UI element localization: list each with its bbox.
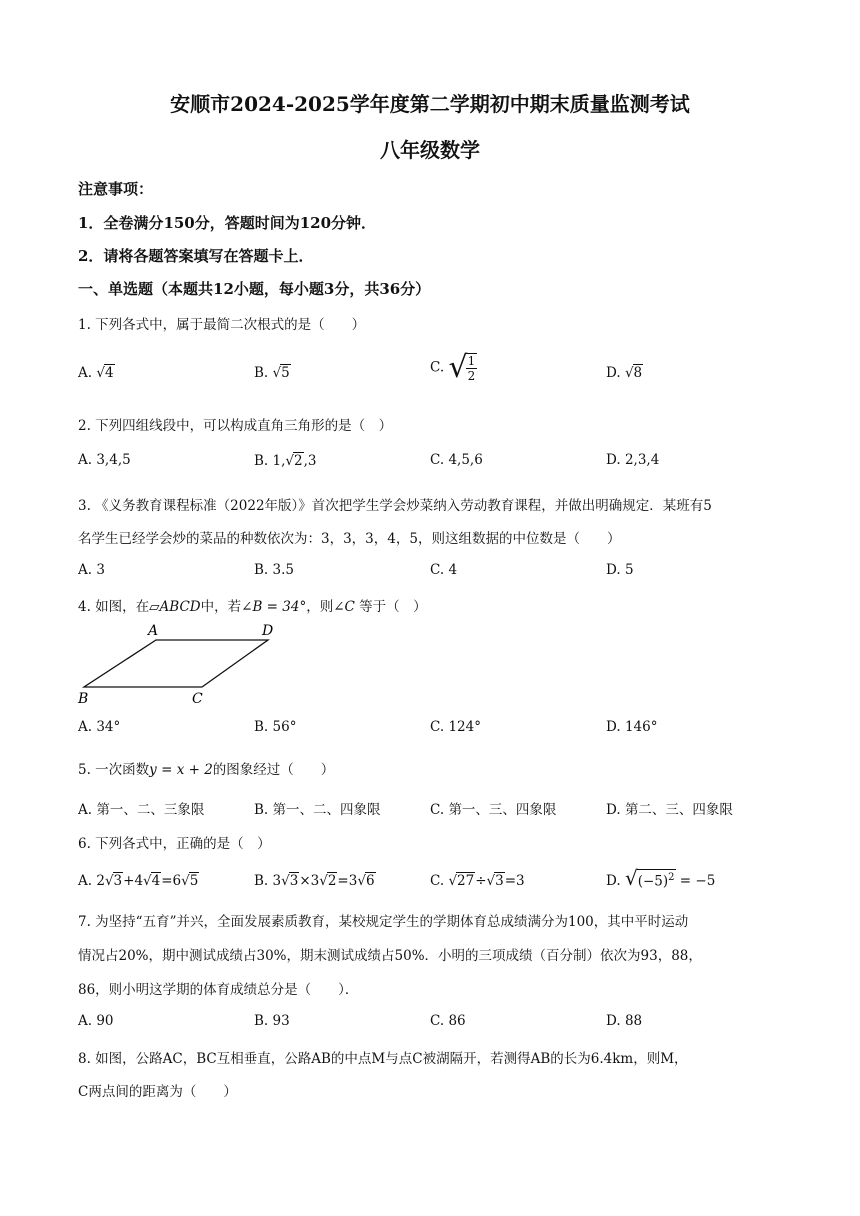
q7-option-a: A. 90 <box>78 1013 114 1029</box>
q3-option-a: A. 3 <box>78 562 105 578</box>
q7-option-d: D. 88 <box>606 1013 643 1029</box>
question-7-stem-line: 7. 为坚持“五育”并兴，全面发展素质教育，某校规定学生的学期体育总成绩满分为100，其中平时运动 <box>78 914 689 930</box>
q6-option-a: A. 2√3+4√4=6√5 <box>78 873 199 889</box>
q2-option-b: B. 1,√2,3 <box>254 453 317 469</box>
question-3-stem-line: 3. 《义务教育课程标准（2022年版）》首次把学生学会炒菜纳入劳动教育课程，并做出明确规定．某班有5 <box>78 498 712 514</box>
question-5-stem: 5. 一次函数y = x + 2的图象经过（ ） <box>78 762 335 778</box>
q3-option-b: B. 3.5 <box>254 562 294 578</box>
exam-title: 安顺市2024-2025学年度第二学期初中期末质量监测考试 <box>170 92 690 116</box>
q2-option-c: C. 4,5,6 <box>430 452 483 468</box>
notice-item: 2．请将各题答案填写在答题卡上． <box>78 247 314 265</box>
question-8-stem-line: C两点间的距离为（ ） <box>78 1084 237 1100</box>
question-7-stem-line: 情况占20%，期中测试成绩占30%，期末测试成绩占50%．小明的三项成绩（百分制）依次为93，88， <box>78 948 702 964</box>
notice-item: 1．全卷满分150分，答题时间为120分钟． <box>78 214 377 232</box>
question-6-stem: 6. 下列各式中，正确的是（ ） <box>78 836 271 852</box>
vertex-label-d: D <box>262 623 274 639</box>
question-3-stem-line: 名学生已经学会炒的菜品的种数依次为：3，3，3，4，5，则这组数据的中位数是（ ） <box>78 531 621 547</box>
q6-option-b: B. 3√3×3√2=3√6 <box>254 873 375 889</box>
question-8-stem-line: 8. 如图，公路AC，BC互相垂直，公路AB的中点M与点C被湖隔开，若测得AB的长为6.4km，则M， <box>78 1051 688 1067</box>
question-4-stem: 4. 如图，在▱ABCD中，若∠B = 34°，则∠C 等于（ ） <box>78 599 427 615</box>
vertex-label-c: C <box>192 691 203 707</box>
q4-option-c: C. 124° <box>430 719 481 735</box>
q5-option-b: B. 第一、二、四象限 <box>254 802 381 818</box>
vertex-label-b: B <box>78 691 89 707</box>
q1-option-b: B. √5 <box>254 365 290 381</box>
q5-option-a: A. 第一、二、三象限 <box>78 802 205 818</box>
question-1-stem: 1. 下列各式中，属于最简二次根式的是（ ） <box>78 317 366 333</box>
q1-option-a: A. √4 <box>78 365 114 381</box>
q5-option-d: D. 第二、三、四象限 <box>606 802 733 818</box>
q4-option-b: B. 56° <box>254 719 297 735</box>
q1-option-c: C. √ $\frac{1}{2}$ <box>430 350 476 385</box>
q6-option-c: C. √27÷√3=3 <box>430 873 525 889</box>
q1-option-d: D. √8 <box>606 365 643 381</box>
q3-option-d: D. 5 <box>606 562 634 578</box>
q4-option-d: D. 146° <box>606 719 658 735</box>
q2-option-a: A. 3,4,5 <box>78 452 131 468</box>
q3-option-c: C. 4 <box>430 562 458 578</box>
q7-option-b: B. 93 <box>254 1013 290 1029</box>
vertex-label-a: A <box>148 623 159 639</box>
question-2-stem: 2. 下列四组线段中，可以构成直角三角形的是（ ） <box>78 418 393 434</box>
q7-option-c: C. 86 <box>430 1013 466 1029</box>
q5-option-c: C. 第一、三、四象限 <box>430 802 557 818</box>
parallelogram-figure <box>76 620 286 710</box>
q6-option-d: D. $√(-5)^2 = -5$ <box>606 866 716 890</box>
q2-option-d: D. 2,3,4 <box>606 452 660 468</box>
parallelogram-abcd <box>84 640 268 687</box>
exam-subtitle: 八年级数学 <box>380 138 480 162</box>
section-heading: 一、单选题（本题共12小题，每小题3分，共36分） <box>78 280 431 298</box>
q4-option-a: A. 34° <box>78 719 121 735</box>
notice-heading: 注意事项： <box>78 180 154 198</box>
question-7-stem-line: 86，则小明这学期的体育成绩总分是（ ）． <box>78 982 359 998</box>
